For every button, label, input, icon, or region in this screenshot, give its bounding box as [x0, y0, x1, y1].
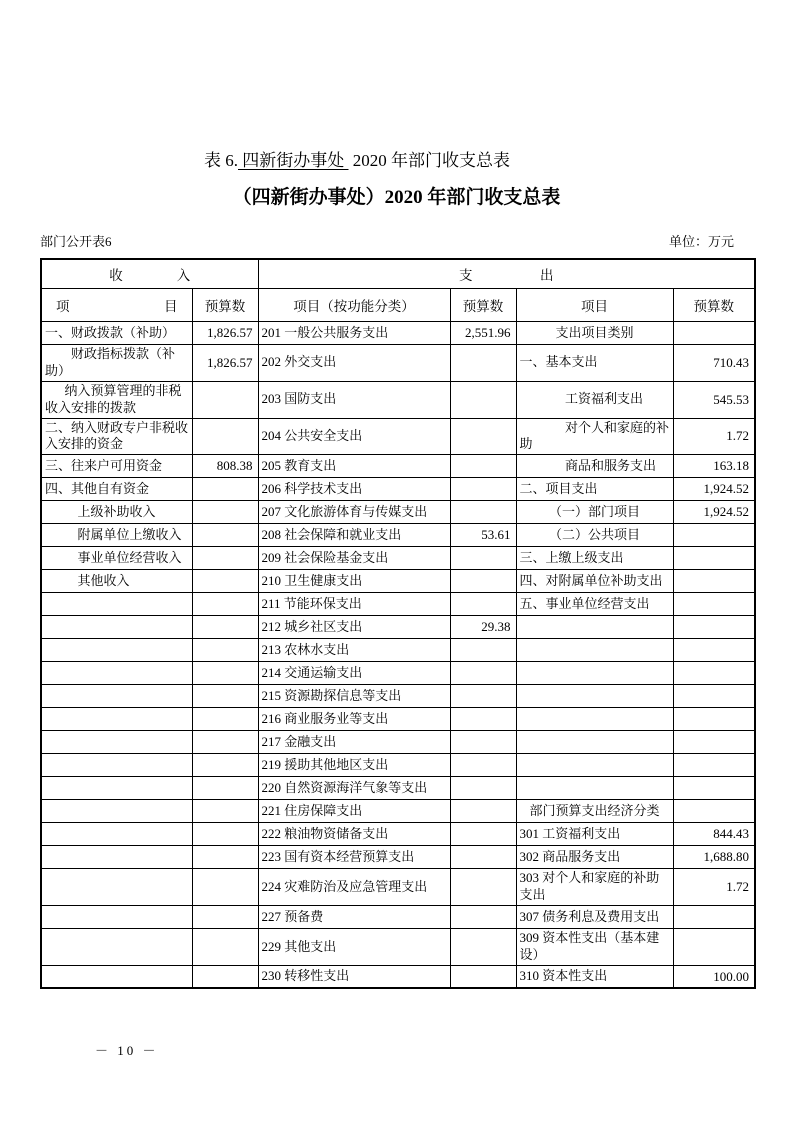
- table-row: [41, 846, 755, 869]
- class-item-cell: 支出项目类别: [516, 322, 673, 345]
- class-item-cell: 301 工资福利支出: [516, 823, 673, 846]
- col-header-class-budget: 预算数: [673, 289, 755, 322]
- class-item-cell: 商品和服务支出: [516, 455, 673, 478]
- function-item-cell: 217 金融支出: [258, 731, 450, 754]
- class-item-cell: （一）部门项目: [516, 501, 673, 524]
- class-budget-cell: [673, 547, 755, 570]
- income-budget-cell: [192, 823, 258, 846]
- function-budget-cell: [450, 501, 516, 524]
- function-budget-cell: [450, 777, 516, 800]
- table-row: [41, 381, 755, 418]
- class-budget-cell: 1.72: [673, 869, 755, 906]
- income-budget-cell: 1,826.57: [192, 345, 258, 382]
- income-item-cell: 附属单位上缴收入: [41, 524, 192, 547]
- function-budget-cell: [450, 731, 516, 754]
- income-item-cell: 三、往来户可用资金: [41, 455, 192, 478]
- col-header-income-item: 项 目: [41, 289, 192, 322]
- page-title-prefix: 表 6.: [204, 151, 238, 170]
- table-row: [41, 524, 755, 547]
- income-budget-cell: [192, 616, 258, 639]
- income-item-cell: [41, 869, 192, 906]
- table-row: [41, 345, 755, 382]
- income-item-cell: [41, 965, 192, 988]
- function-item-cell: 201 一般公共服务支出: [258, 322, 450, 345]
- income-budget-cell: [192, 906, 258, 929]
- function-item-cell: 211 节能环保支出: [258, 593, 450, 616]
- table-row: [41, 501, 755, 524]
- table-row: [41, 662, 755, 685]
- income-budget-cell: [192, 685, 258, 708]
- function-item-cell: 230 转移性支出: [258, 965, 450, 988]
- function-item-cell: 227 预备费: [258, 906, 450, 929]
- income-item-cell: [41, 754, 192, 777]
- function-budget-cell: [450, 662, 516, 685]
- income-item-cell: 其他收入: [41, 570, 192, 593]
- col-header-function-budget: 预算数: [450, 289, 516, 322]
- class-budget-cell: [673, 685, 755, 708]
- income-budget-cell: [192, 524, 258, 547]
- class-item-cell: 二、项目支出: [516, 478, 673, 501]
- income-item-cell: 四、其他自有资金: [41, 478, 192, 501]
- income-item-cell: 二、纳入财政专户非税收入安排的资金: [41, 418, 192, 455]
- class-budget-cell: 163.18: [673, 455, 755, 478]
- function-budget-cell: [450, 639, 516, 662]
- class-budget-cell: [673, 708, 755, 731]
- function-budget-cell: [450, 929, 516, 966]
- class-budget-cell: [673, 524, 755, 547]
- function-item-cell: 205 教育支出: [258, 455, 450, 478]
- income-budget-cell: [192, 381, 258, 418]
- income-item-cell: [41, 708, 192, 731]
- income-item-cell: [41, 685, 192, 708]
- income-item-cell: 上级补助收入: [41, 501, 192, 524]
- class-budget-cell: 844.43: [673, 823, 755, 846]
- function-budget-cell: [450, 800, 516, 823]
- function-budget-cell: 29.38: [450, 616, 516, 639]
- income-item-cell: [41, 929, 192, 966]
- income-budget-cell: [192, 478, 258, 501]
- table-row: [41, 570, 755, 593]
- income-item-cell: 一、财政拨款（补助）: [41, 322, 192, 345]
- class-budget-cell: 545.53: [673, 381, 755, 418]
- function-budget-cell: 2,551.96: [450, 322, 516, 345]
- income-budget-cell: [192, 800, 258, 823]
- function-item-cell: 219 援助其他地区支出: [258, 754, 450, 777]
- function-budget-cell: [450, 547, 516, 570]
- class-budget-cell: [673, 322, 755, 345]
- class-budget-cell: [673, 754, 755, 777]
- income-budget-cell: [192, 662, 258, 685]
- income-item-cell: [41, 616, 192, 639]
- unit-label: 单位：万元: [668, 234, 734, 249]
- table-row: [41, 800, 755, 823]
- page-subtitle: （四新街办事处）2020 年部门收支总表: [232, 187, 561, 208]
- table-row: [41, 731, 755, 754]
- function-budget-cell: [450, 455, 516, 478]
- class-item-cell: 309 资本性支出（基本建设）: [516, 929, 673, 966]
- income-budget-cell: [192, 846, 258, 869]
- income-item-cell: [41, 777, 192, 800]
- function-item-cell: 214 交通运输支出: [258, 662, 450, 685]
- function-item-cell: 215 资源勘探信息等支出: [258, 685, 450, 708]
- class-budget-cell: 710.43: [673, 345, 755, 382]
- class-item-cell: 五、事业单位经营支出: [516, 593, 673, 616]
- function-item-cell: 202 外交支出: [258, 345, 450, 382]
- function-item-cell: 209 社会保险基金支出: [258, 547, 450, 570]
- column-header-row: [41, 289, 755, 322]
- class-item-cell: 四、对附属单位补助支出: [516, 570, 673, 593]
- class-item-cell: 303 对个人和家庭的补助支出: [516, 869, 673, 906]
- col-header-income-budget: 预算数: [192, 289, 258, 322]
- table-row: [41, 929, 755, 966]
- table-row: [41, 685, 755, 708]
- income-budget-cell: [192, 929, 258, 966]
- function-budget-cell: [450, 685, 516, 708]
- income-item-cell: [41, 846, 192, 869]
- income-budget-cell: [192, 869, 258, 906]
- class-budget-cell: [673, 777, 755, 800]
- function-budget-cell: [450, 593, 516, 616]
- function-item-cell: 222 粮油物资储备支出: [258, 823, 450, 846]
- class-item-cell: [516, 731, 673, 754]
- table-header: [41, 259, 755, 322]
- class-budget-cell: [673, 906, 755, 929]
- table-row: [41, 418, 755, 455]
- income-item-cell: [41, 823, 192, 846]
- function-budget-cell: [450, 345, 516, 382]
- table-row: [41, 593, 755, 616]
- page-number: － 10 －: [95, 1043, 159, 1058]
- class-budget-cell: [673, 593, 755, 616]
- income-item-cell: 事业单位经营收入: [41, 547, 192, 570]
- function-item-cell: 210 卫生健康支出: [258, 570, 450, 593]
- function-item-cell: 212 城乡社区支出: [258, 616, 450, 639]
- income-budget-cell: [192, 708, 258, 731]
- table-row: [41, 322, 755, 345]
- class-budget-cell: [673, 639, 755, 662]
- class-budget-cell: 100.00: [673, 965, 755, 988]
- class-item-cell: [516, 639, 673, 662]
- function-budget-cell: [450, 846, 516, 869]
- class-item-cell: [516, 685, 673, 708]
- class-budget-cell: [673, 570, 755, 593]
- table-row: [41, 478, 755, 501]
- function-item-cell: 220 自然资源海洋气象等支出: [258, 777, 450, 800]
- income-item-cell: 纳入预算管理的非税收入安排的拨款: [41, 381, 192, 418]
- table-row: [41, 547, 755, 570]
- income-budget-cell: [192, 639, 258, 662]
- table-row: [41, 869, 755, 906]
- table-body: [41, 322, 755, 989]
- class-budget-cell: 1,688.80: [673, 846, 755, 869]
- class-budget-cell: [673, 929, 755, 966]
- income-budget-cell: [192, 570, 258, 593]
- class-item-cell: 三、上缴上级支出: [516, 547, 673, 570]
- table-row: [41, 965, 755, 988]
- class-budget-cell: [673, 616, 755, 639]
- table-meta-row: [40, 231, 754, 250]
- class-item-cell: 一、基本支出: [516, 345, 673, 382]
- income-budget-cell: [192, 754, 258, 777]
- col-header-class-item: 项目: [516, 289, 673, 322]
- function-item-cell: 204 公共安全支出: [258, 418, 450, 455]
- expenditure-section-header: 支 出: [258, 259, 755, 289]
- income-item-cell: [41, 800, 192, 823]
- function-item-cell: 203 国防支出: [258, 381, 450, 418]
- function-budget-cell: [450, 708, 516, 731]
- page-title-underlined: 四新街办事处: [238, 151, 349, 170]
- class-budget-cell: 1,924.52: [673, 501, 755, 524]
- income-budget-cell: [192, 547, 258, 570]
- income-item-cell: [41, 593, 192, 616]
- income-budget-cell: [192, 501, 258, 524]
- class-item-cell: [516, 777, 673, 800]
- table-row: [41, 455, 755, 478]
- budget-table: [40, 258, 756, 989]
- class-item-cell: [516, 616, 673, 639]
- function-item-cell: 221 住房保障支出: [258, 800, 450, 823]
- function-budget-cell: [450, 869, 516, 906]
- income-item-cell: 财政指标拨款（补助）: [41, 345, 192, 382]
- function-budget-cell: [450, 823, 516, 846]
- income-budget-cell: [192, 593, 258, 616]
- function-item-cell: 229 其他支出: [258, 929, 450, 966]
- function-item-cell: 216 商业服务业等支出: [258, 708, 450, 731]
- table-row: [41, 639, 755, 662]
- class-budget-cell: 1.72: [673, 418, 755, 455]
- income-budget-cell: [192, 777, 258, 800]
- function-budget-cell: [450, 381, 516, 418]
- function-budget-cell: [450, 570, 516, 593]
- income-item-cell: [41, 639, 192, 662]
- function-budget-cell: [450, 754, 516, 777]
- class-item-cell: 部门预算支出经济分类: [516, 800, 673, 823]
- function-budget-cell: 53.61: [450, 524, 516, 547]
- class-item-cell: 307 债务利息及费用支出: [516, 906, 673, 929]
- col-header-function-item: 项目（按功能分类）: [258, 289, 450, 322]
- income-budget-cell: [192, 418, 258, 455]
- table-row: [41, 777, 755, 800]
- function-item-cell: 206 科学技术支出: [258, 478, 450, 501]
- income-section-header: 收 入: [41, 259, 258, 289]
- function-item-cell: 223 国有资本经营预算支出: [258, 846, 450, 869]
- income-budget-cell: [192, 965, 258, 988]
- table-row: [41, 754, 755, 777]
- income-item-cell: [41, 906, 192, 929]
- income-budget-cell: 808.38: [192, 455, 258, 478]
- class-item-cell: 工资福利支出: [516, 381, 673, 418]
- income-budget-cell: [192, 731, 258, 754]
- class-budget-cell: [673, 800, 755, 823]
- income-item-cell: [41, 731, 192, 754]
- income-item-cell: [41, 662, 192, 685]
- class-budget-cell: 1,924.52: [673, 478, 755, 501]
- function-budget-cell: [450, 965, 516, 988]
- class-item-cell: （二）公共项目: [516, 524, 673, 547]
- class-item-cell: [516, 708, 673, 731]
- function-budget-cell: [450, 418, 516, 455]
- table-row: [41, 906, 755, 929]
- page-title-suffix: 2020 年部门收支总表: [348, 151, 510, 170]
- page-title: [0, 146, 714, 171]
- table-row: [41, 823, 755, 846]
- class-budget-cell: [673, 731, 755, 754]
- class-item-cell: 310 资本性支出: [516, 965, 673, 988]
- class-item-cell: 302 商品服务支出: [516, 846, 673, 869]
- function-budget-cell: [450, 906, 516, 929]
- table-code-label: 部门公开表6: [40, 234, 112, 249]
- table-row: [41, 708, 755, 731]
- function-item-cell: 213 农林水支出: [258, 639, 450, 662]
- function-item-cell: 208 社会保障和就业支出: [258, 524, 450, 547]
- class-item-cell: [516, 662, 673, 685]
- class-item-cell: [516, 754, 673, 777]
- section-header-row: [41, 259, 755, 289]
- function-item-cell: 207 文化旅游体育与传媒支出: [258, 501, 450, 524]
- function-item-cell: 224 灾难防治及应急管理支出: [258, 869, 450, 906]
- class-item-cell: 对个人和家庭的补助: [516, 418, 673, 455]
- class-budget-cell: [673, 662, 755, 685]
- function-budget-cell: [450, 478, 516, 501]
- table-row: [41, 616, 755, 639]
- income-budget-cell: 1,826.57: [192, 322, 258, 345]
